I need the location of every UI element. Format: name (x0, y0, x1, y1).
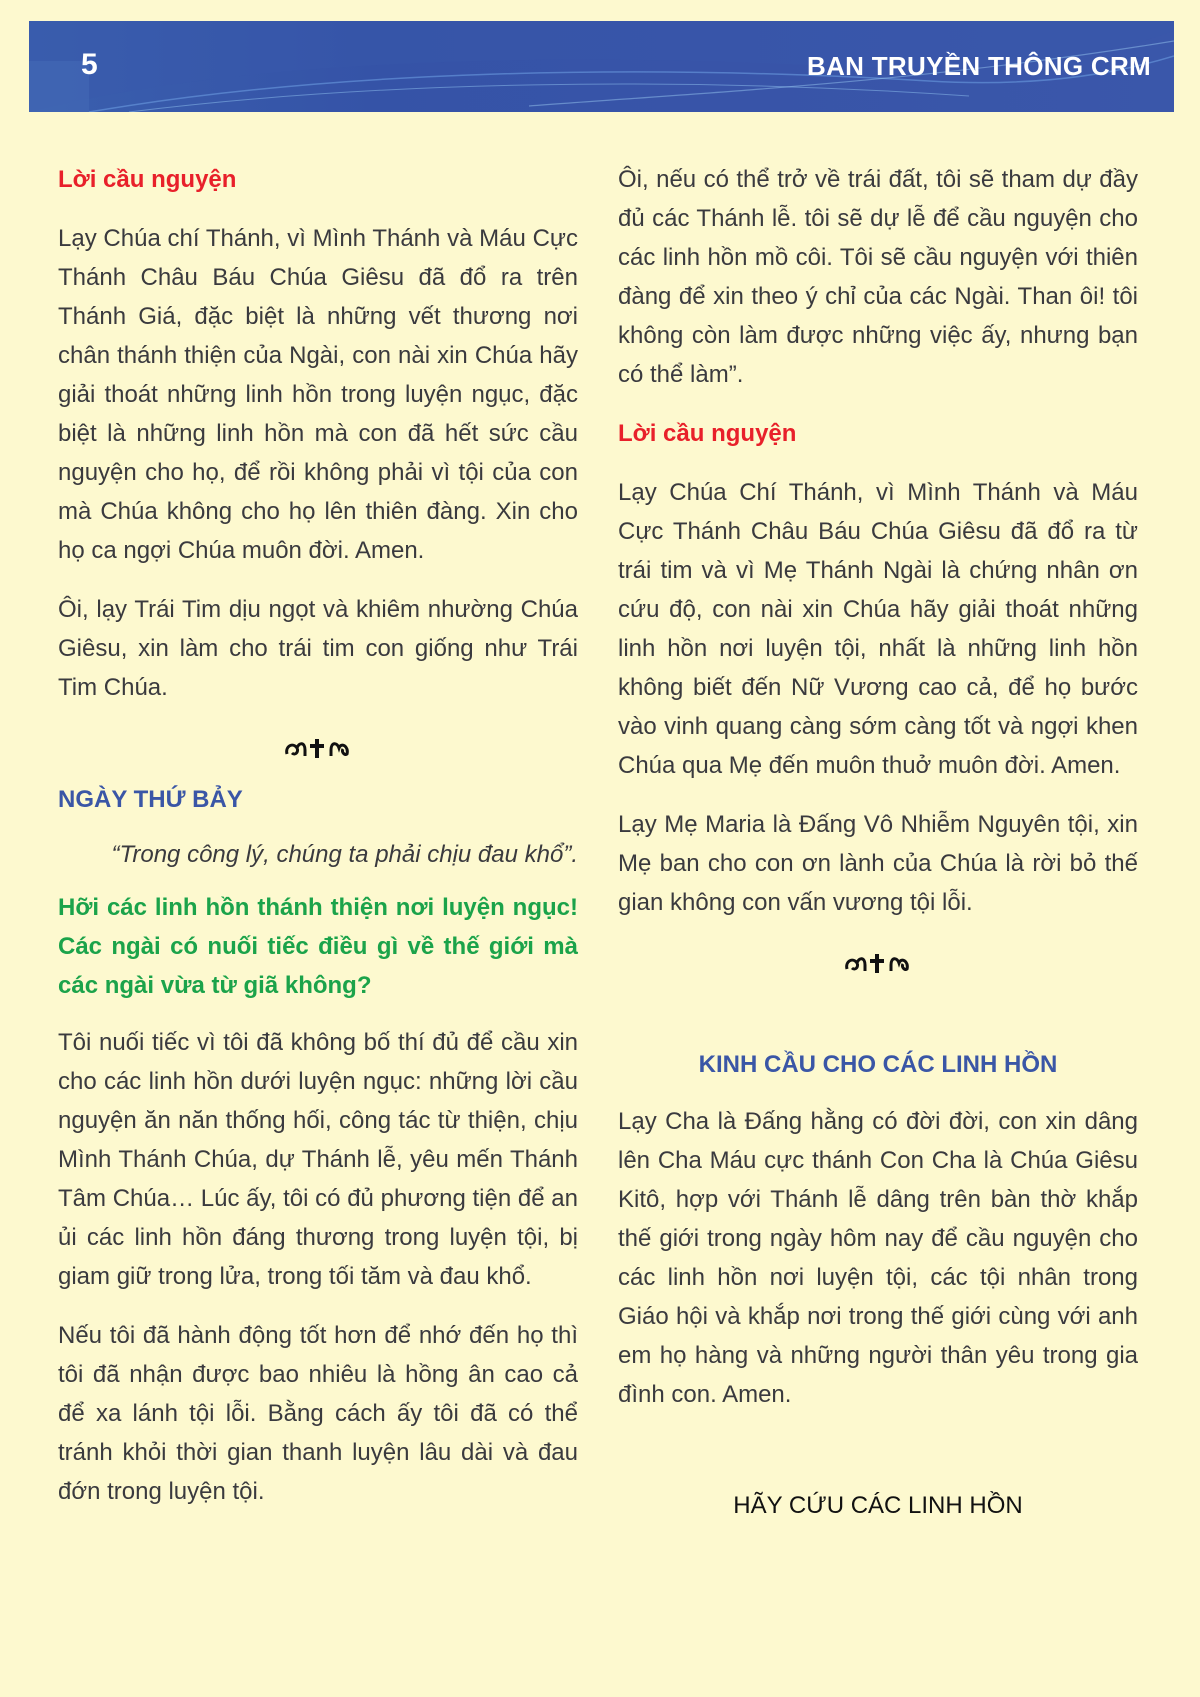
heart-prayer-paragraph: Ôi, lạy Trái Tim dịu ngọt và khiêm nhường Chúa Giêsu, xin làm cho trái tim con giống như Trái Tim Chúa. (58, 596, 578, 701)
answer-paragraph: Nếu tôi đã hành động tốt hơn để nhớ đến họ thì tôi đã nhận được bao nhiêu là hồng ân cao cả để xa lánh tội lỗi. Bằng cách ấy tôi đã có thể tránh khỏi thời gian thanh luyện lâu dài và đau đớn trong luyện tội. (58, 1322, 578, 1505)
answer-paragraph: Tôi nuối tiếc vì tôi đã không bố thí đủ để cầu xin cho các linh hồn dưới luyện ngục: những lời cầu nguyện ăn năn thống hối, công tác từ thiện, chịu Mình Thánh Chúa, dự Thánh lễ, yêu mến Thánh Tâm Chúa… Lúc ấy, tôi có đủ phương tiện để an ủi các linh hồn đáng thương trong luyện tội, bị giam giữ trong lửa, trong tối tăm và đau khổ. (58, 1029, 578, 1290)
left-column (58, 160, 578, 1531)
mary-prayer-paragraph: Lạy Mẹ Maria là Đấng Vô Nhiễm Nguyên tội, xin Mẹ ban cho con ơn lành của Chúa là rời bỏ thế gian không con vấn vương tội lỗi. (618, 811, 1138, 916)
souls-prayer-paragraph: Lạy Cha là Đấng hằng có đời đời, con xin dâng lên Cha Máu cực thánh Con Cha là Chúa Giêsu Kitô, hợp với Thánh lễ dâng trên bàn thờ khắp thế giới trong ngày hôm nay để cầu nguyện cho các linh hồn nơi luyện tội, các tội nhân trong Giáo hội và khắp nơi trong thế giới cùng với anh em họ hàng và những người thân yêu trong gia đình con. Amen. (618, 1108, 1138, 1408)
answer-paragraph: Ôi, nếu có thể trở về trái đất, tôi sẽ tham dự đầy đủ các Thánh lễ. tôi sẽ dự lễ để cầu nguyện cho các linh hồn mồ côi. Tôi sẽ cầu nguyện với thiên đàng để xin theo ý chỉ của các Ngài. Than ôi! tôi không còn làm được những việc ấy, nhưng bạn có thể làm”. (618, 166, 1138, 388)
prayer-paragraph: Lạy Chúa Chí Thánh, vì Mình Thánh và Máu Cực Thánh Châu Báu Chúa Giêsu đã đổ ra từ trái tim và vì Mẹ Thánh Ngài là chứng nhân ơn cứu độ, con nài xin Chúa hãy giải thoát những linh hồn nơi luyện tội, nhất là những linh hồn không biết đến Nữ Vương cao cả, để họ bước vào vinh quang càng sớm càng tốt và ngợi khen Chúa qua Mẹ đến muôn thuở muôn đời. Amen. (618, 479, 1138, 779)
souls-prayer-heading: KINH CẦU CHO CÁC LINH HỒN (698, 1051, 1058, 1078)
cross-ornament-icon (58, 727, 578, 766)
question-heading: Hỡi các linh hồn thánh thiện nơi luyện ngục! Các ngài có nuối tiếc điều gì về thế giới mà các ngài vừa từ giã không? (58, 894, 578, 999)
right-column (618, 160, 1138, 1525)
publisher-brand: BAN TRUYỀN THÔNG CRM (807, 51, 1151, 81)
cross-ornament-icon (618, 942, 1138, 981)
closing-slogan: HÃY CỨU CÁC LINH HỒN (733, 1492, 1023, 1519)
page-header-banner (29, 21, 1174, 112)
day-quote: “Trong công lý, chúng ta phải chịu đau khổ”. (111, 841, 578, 868)
day-heading: NGÀY THỨ BẢY (58, 786, 243, 813)
prayer-heading: Lời cầu nguyện (618, 420, 797, 447)
prayer-paragraph: Lạy Chúa chí Thánh, vì Mình Thánh và Máu Cực Thánh Châu Báu Chúa Giêsu đã đổ ra trên Thánh Giá, đặc biệt là những vết thương nơi chân thánh thiện của Ngài, con nài xin Chúa hãy giải thoát những linh hồn trong luyện ngục, đặc biệt là những linh hồn mà con đã hết sức cầu nguyện cho họ, để rồi không phải vì tội của con mà Chúa không cho họ lên thiên đàng. Xin cho họ ca ngợi Chúa muôn đời. Amen. (58, 225, 578, 564)
prayer-heading: Lời cầu nguyện (58, 166, 237, 193)
page-number: 5 (81, 48, 98, 81)
